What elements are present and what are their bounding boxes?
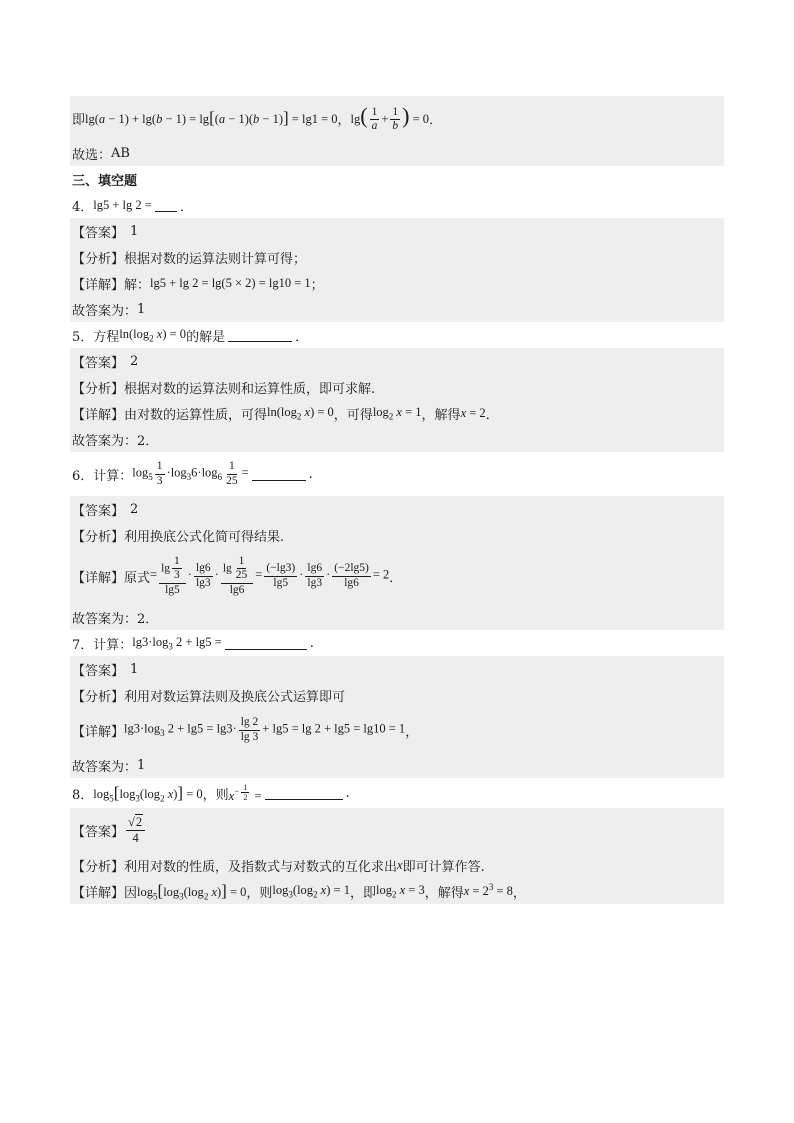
prev-choice-line: 故选： AB <box>70 140 724 166</box>
q4-detail: 【详解】 解： lg5 + lg 2 = lg(5 × 2) = lg10 = 1 ； <box>70 270 724 296</box>
q8-detail: 【详解】 因 $\log_5[\log_3(\log_2$ x)] = 0 ，则 $\log_3(\log_2$ x) = 1 ，即 $\log_2 x = 3$ ，解得 $x = 2^3 = 8$ ， <box>70 878 724 904</box>
q7-analysis: 【分析】 利用对数运算法则及换底公式运算即可 <box>70 682 724 708</box>
document-page <box>70 96 724 904</box>
q5-detail: 【详解】 由对数的运算性质，可得 $\ln(\log_2$ x) = 0 ，可得 $\log_2 x = 1$ ，解得 x = 2 ． <box>70 400 724 426</box>
q8-answer: 【答案】 $\frac{√2}{4}$ <box>70 808 724 852</box>
prev-conclusion-line: 即 lg(a − 1) + lg(b − 1) = lg[(a − 1)(b − 1)] = lg1 = 0 ， lg( $\frac{1}{a}$ + $\frac{1}{b}$ ) = 0 ． <box>70 96 724 140</box>
answer-blank <box>155 199 177 212</box>
q8-analysis: 【分析】 利用对数的性质，及指数式与对数式的互化求出 x 即可计算作答. <box>70 852 724 878</box>
math-expression: $\ln(\log_2$ x) = 0 <box>119 326 187 344</box>
q4-final: 故答案为： 1 <box>70 296 724 322</box>
answer-blank <box>225 637 307 650</box>
math-expression: $\log_5$ $\frac{1}{3}$ $\cdot\log_36\cdot\log_6$ $\frac{1}{25}$ = <box>132 460 249 487</box>
math-expression: $\log_5[\log_3(\log_2$ x)] = 0 <box>93 782 203 804</box>
math-expression: $\lg 3\cdot\log_3$ 2 + lg5 = lg3· $\frac{\lg 2}{\lg 3}$ + lg5 = lg 2 + lg5 = lg10 = 1 <box>124 716 406 743</box>
q5-analysis: 【分析】 根据对数的运算法则和运算性质，即可求解. <box>70 374 724 400</box>
section-title: 三、填空题 <box>72 173 138 189</box>
answer-blank <box>265 787 343 800</box>
question-8: 8． $\log_5[\log_3(\log_2$ x)] = 0 ，则 $x^{- \frac{1}{2}}$ = . <box>72 782 350 804</box>
q7-answer: 【答案】 1 <box>70 656 724 682</box>
q6-detail: 【详解】 原式 = lg $\frac{1}{3}$ lg5 · $\frac{\lg 6}{\lg 3}$ · lg $\frac{1}{25}$ lg6 = $\frac{(-\lg 3)}{\lg 5}$ · $\frac{\lg 6}{\lg 3}$ · $\frac{(-2\lg 5)}{\lg 6}$ = 2 ． <box>70 548 724 604</box>
math-expression: = lg $\frac{1}{3}$ lg5 · $\frac{\lg 6}{\lg 3}$ · lg $\frac{1}{25}$ lg6 = $\frac{(-\lg 3)}{\lg 5}$ · $\frac{\lg 6}{\lg 3}$ · $\frac{(-2\lg 5)}{\lg 6}$ = 2 <box>150 555 390 596</box>
q7-detail: 【详解】 $\lg 3\cdot\log_3$ 2 + lg5 = lg3· $\frac{\lg 2}{\lg 3}$ + lg5 = lg 2 + lg5 = lg10 = 1 ， <box>70 708 724 752</box>
math-expression: $x^{- \frac{1}{2}}$ = <box>228 782 262 803</box>
math-expression: $\frac{√2}{4}$ <box>124 815 147 845</box>
q5-answer: 【答案】 2 <box>70 348 724 374</box>
q5-final: 故答案为： 2． <box>70 426 724 452</box>
math-expression: $\log_2 x = 3$ <box>375 882 425 900</box>
question-7: 7． 计算： $\lg 3\cdot\log_3$ 2 + lg5 = . <box>72 634 314 653</box>
q6-analysis: 【分析】 利用换底公式化简可得结果. <box>70 522 724 548</box>
math-expression: lg(a − 1) + lg(b − 1) = lg[(a − 1)(b − 1)] = lg1 = 0 <box>85 108 338 127</box>
math-expression: $\ln(\log_2$ x) = 0 <box>267 404 334 422</box>
q4-answer: 【答案】 1 <box>70 218 724 244</box>
math-expression: $\log_5[\log_3(\log_2$ x)] = 0 <box>137 880 247 902</box>
answer-blank <box>252 468 306 481</box>
question-6: 6． 计算： $\log_5$ $\frac{1}{3}$ $\cdot\log_36\cdot\log_6$ $\frac{1}{25}$ = . <box>72 460 313 487</box>
math-expression: $\lg 3\cdot\log_3$ 2 + lg5 = <box>132 634 222 652</box>
answer-blank <box>228 329 292 342</box>
q6-answer: 【答案】 2 <box>70 496 724 522</box>
math-expression: x = 2 <box>460 405 486 420</box>
math-expression: lg5 + lg 2 = lg(5 × 2) = lg10 = 1 <box>150 275 311 290</box>
question-4: 4． lg5 + lg 2 = ． <box>72 197 193 215</box>
math-expression: $\log_3(\log_2$ x) = 1 <box>272 882 350 900</box>
q7-final: 故答案为： 1 <box>70 752 724 778</box>
q4-analysis: 【分析】 根据对数的运算法则计算可得； <box>70 244 724 270</box>
math-expression: $x = 2^3 = 8$ <box>463 882 513 899</box>
math-expression: $\log_2 x = 1$ <box>372 404 422 422</box>
math-expression: lg( $\frac{1}{a}$ + $\frac{1}{b}$ ) = 0 <box>350 102 430 133</box>
q6-final: 故答案为： 2． <box>70 604 724 630</box>
math-expression: lg5 + lg 2 = <box>93 197 152 212</box>
question-5: 5． 方程 $\ln(\log_2$ x) = 0 的解是 ． <box>72 326 309 345</box>
